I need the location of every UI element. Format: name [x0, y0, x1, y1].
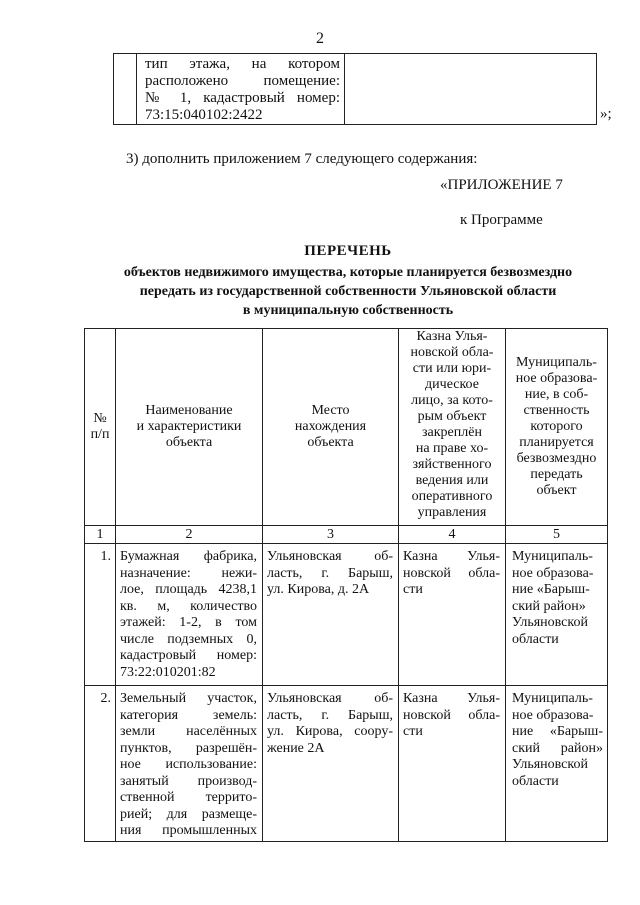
column-number: 2	[116, 526, 263, 544]
cell-line: Земельный участок,	[120, 691, 257, 706]
cell-line: Муниципаль-	[512, 691, 593, 706]
previous-table-fragment	[113, 53, 597, 125]
header-number	[85, 329, 116, 526]
cell-line: сти	[403, 582, 423, 597]
fragment-cell-empty	[345, 54, 597, 125]
cell-line: ул. Кирова, д. 2А	[267, 582, 370, 597]
cell-line: ное использование:	[120, 757, 257, 772]
header-line: закреплён	[422, 425, 482, 440]
cell-line: земли населённых	[120, 724, 257, 739]
object-name-cell	[116, 686, 263, 842]
page-number: 2	[316, 30, 324, 47]
location-cell	[263, 686, 399, 842]
object-name-cell	[116, 544, 263, 686]
cell-line: Бумажная фабрика,	[120, 549, 257, 564]
fragment-line: № 1, кадастровый номер:	[145, 90, 340, 106]
header-line: новской обла-	[410, 345, 494, 360]
cell-line: ский район»	[512, 598, 586, 614]
heading-line: передать из государственной собственности Ульяновской области	[139, 284, 557, 299]
cell-line: Казна Улья-	[403, 691, 500, 706]
cell-line: ласть, г. Барыш,	[267, 707, 393, 723]
fragment-cell-text	[137, 54, 345, 125]
header-line: сти или юри-	[412, 361, 492, 376]
table-header-row	[85, 329, 608, 526]
appendix-subtitle: к Программе	[460, 212, 543, 228]
cell-line: 73:22:010201:82	[120, 664, 216, 680]
header-line: управления	[417, 505, 487, 520]
header-line: Казна Улья-	[416, 329, 488, 344]
cell-line: лое, площадь 4238,1	[120, 582, 257, 597]
header-holder	[399, 329, 506, 526]
property-list-table	[84, 328, 608, 842]
cell-line: занятый производ-	[120, 773, 257, 789]
header-line: объекта	[165, 435, 213, 450]
municipality-cell	[506, 544, 608, 686]
cell-line: ние «Барыш-	[512, 724, 603, 739]
cell-line: категория земель:	[120, 707, 257, 723]
fragment-line: тип этажа, на котором	[145, 56, 340, 72]
fragment-line: 73:15:040102:2422	[145, 107, 263, 123]
cell-line: новской обла-	[403, 707, 500, 723]
column-number: 5	[506, 526, 608, 544]
cell-line: кадастровый номер:	[120, 648, 257, 663]
header-line: и характеристики	[136, 419, 242, 434]
cell-line: Казна Улья-	[403, 549, 500, 564]
heading-line: объектов недвижимого имущества, которые планируется безвозмездно	[123, 265, 573, 280]
column-number: 3	[263, 526, 399, 544]
cell-line: ное образова-	[512, 565, 594, 581]
header-name	[116, 329, 263, 526]
header-line: ние, в соб-	[524, 387, 589, 402]
table-row	[85, 686, 608, 842]
column-number-row	[85, 526, 608, 544]
fragment-closing-quote: »;	[600, 106, 612, 122]
location-cell	[263, 544, 399, 686]
column-number: 4	[399, 526, 506, 544]
cell-line: Ульяновская об-	[267, 549, 393, 564]
cell-line: Муниципаль-	[512, 549, 593, 564]
header-location	[263, 329, 399, 526]
header-line: объекта	[307, 435, 354, 450]
header-line: лицо, за кото-	[411, 393, 493, 408]
amendment-item-3: 3) дополнить приложением 7 следующего содержания:	[126, 151, 478, 167]
cell-line: рией; для размеще-	[120, 806, 257, 822]
cell-line: Ульяновская об-	[267, 691, 393, 706]
list-heading-description	[88, 263, 608, 320]
cell-line: пунктов, разрешён-	[120, 740, 257, 756]
cell-line: ние «Барыш-	[512, 582, 590, 597]
header-line: Наименование	[145, 403, 233, 418]
row-number: 1.	[85, 544, 116, 686]
header-line: Муниципаль-	[516, 355, 597, 370]
cell-line: ский район»	[512, 740, 603, 756]
header-line: ственность	[523, 403, 590, 418]
header-line: которого	[530, 419, 583, 434]
cell-line: новской обла-	[403, 565, 500, 581]
header-line: №	[93, 411, 107, 426]
cell-line: Ульяновской	[512, 615, 588, 630]
cell-line: Ульяновской	[512, 757, 588, 772]
header-line: безвозмездно	[516, 451, 597, 466]
row-number: 2.	[85, 686, 116, 842]
cell-line: ул. Кирова, соору-	[267, 724, 393, 739]
cell-line: области	[512, 773, 559, 789]
header-line: рым объект	[417, 409, 487, 424]
cell-line: кв. м, количество	[120, 598, 257, 614]
header-line: передать	[530, 467, 583, 482]
holder-cell	[399, 544, 506, 686]
holder-cell	[399, 686, 506, 842]
header-line: п/п	[90, 427, 110, 442]
cell-line: числе подземных 0,	[120, 631, 257, 647]
list-heading: ПЕРЕЧЕНЬ	[304, 243, 392, 259]
fragment-cell-number	[114, 54, 137, 125]
header-line: планируется	[519, 435, 594, 450]
fragment-line: расположено помещение:	[145, 73, 340, 89]
municipality-cell	[506, 686, 608, 842]
header-line: Место	[311, 403, 350, 418]
cell-line: ния промышленных	[120, 823, 257, 838]
cell-line: жение 2А	[267, 740, 325, 756]
header-line: дическое	[425, 377, 479, 392]
appendix-title: «ПРИЛОЖЕНИЕ 7	[440, 177, 563, 193]
header-line: ведения или	[415, 473, 489, 488]
header-line: оперативного	[411, 489, 493, 504]
header-line: нахождения	[294, 419, 367, 434]
header-line: ное образова-	[515, 371, 598, 386]
cell-line: этажей: 1-2, в том	[120, 615, 257, 630]
header-line: объект	[536, 483, 577, 498]
column-number: 1	[85, 526, 116, 544]
table-row	[85, 544, 608, 686]
heading-line: в муниципальную собственность	[242, 303, 454, 318]
cell-line: ственной террито-	[120, 790, 257, 805]
header-line: на праве хо-	[415, 441, 489, 456]
cell-line: ласть, г. Барыш,	[267, 565, 393, 581]
cell-line: сти	[403, 724, 423, 739]
header-municipality	[506, 329, 608, 526]
cell-line: назначение: нежи-	[120, 565, 257, 581]
header-line: зяйственного	[412, 457, 492, 472]
cell-line: ное образова-	[512, 707, 594, 723]
cell-line: области	[512, 631, 559, 647]
